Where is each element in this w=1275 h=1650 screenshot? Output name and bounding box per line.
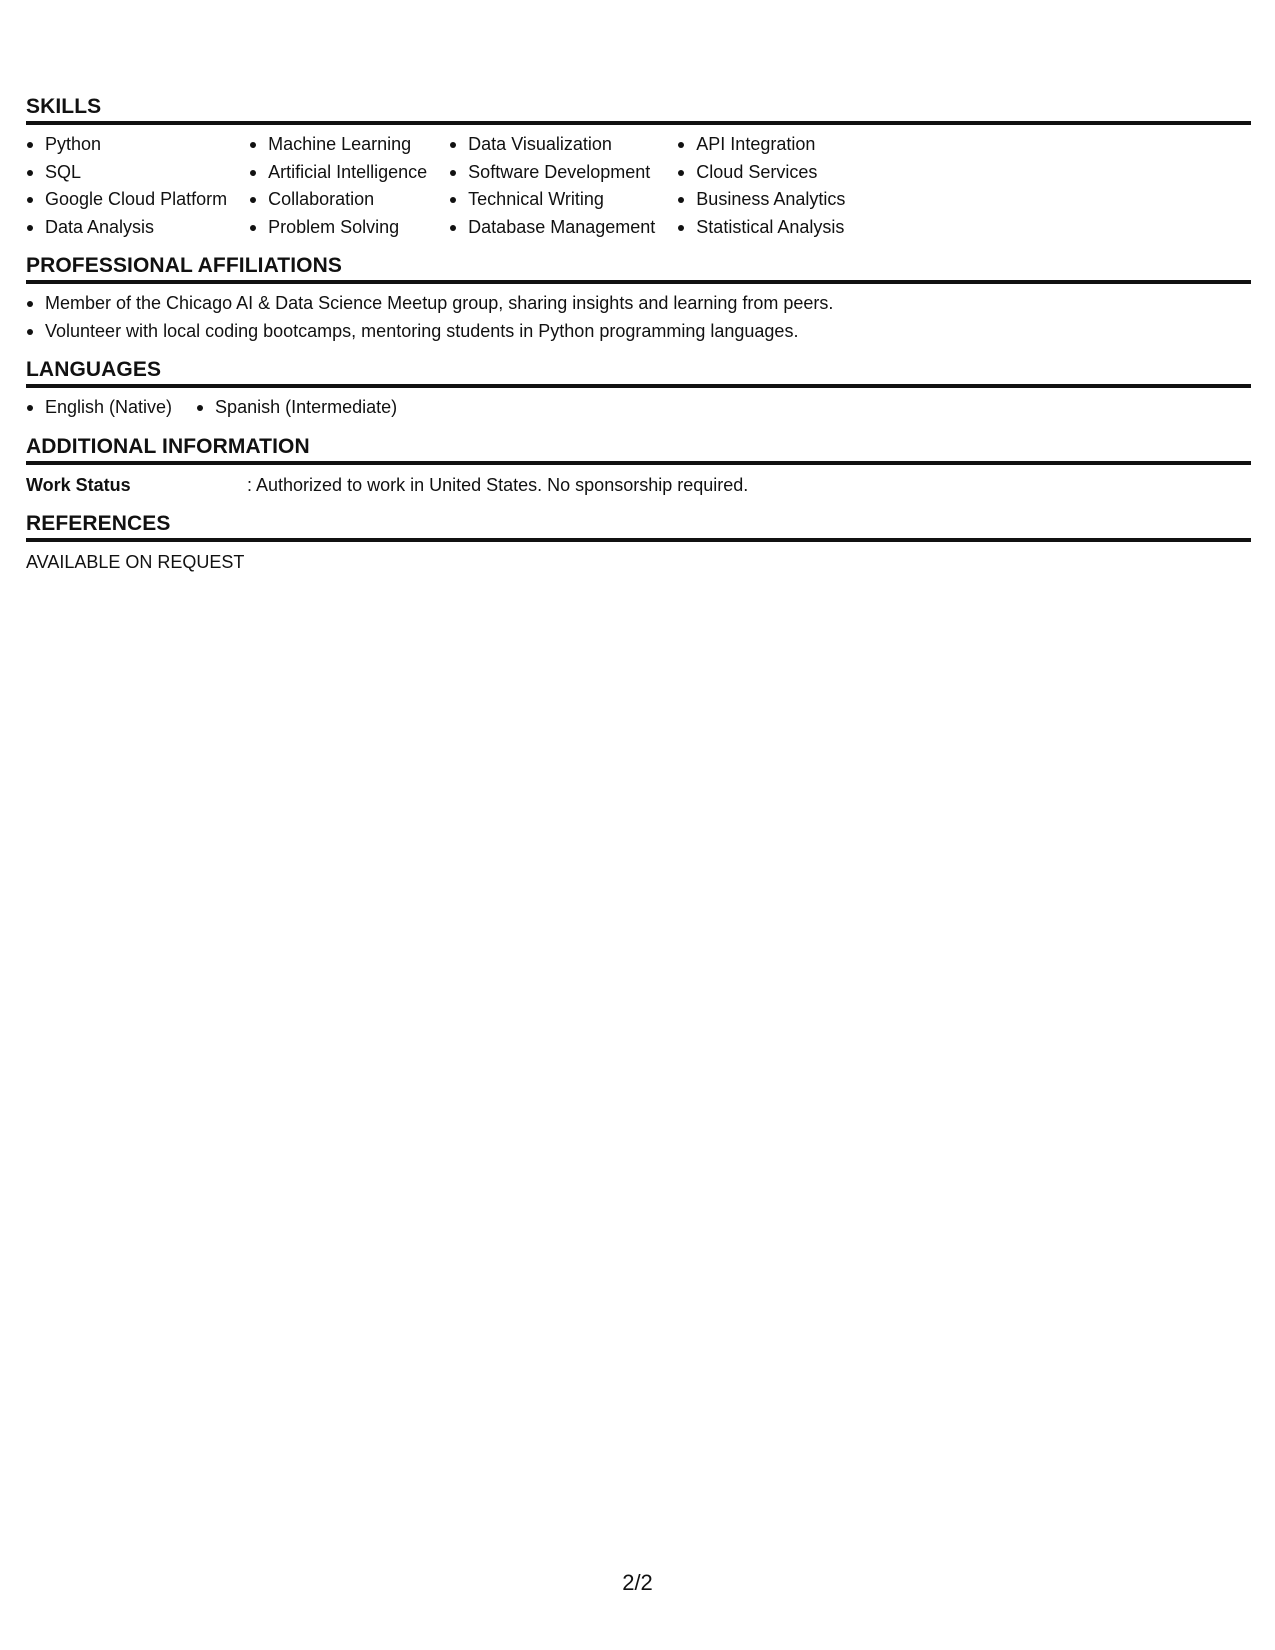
skill-item: Python [26,131,227,159]
skills-section [26,94,1251,241]
skills-column-1 [26,131,227,241]
work-status-value: : Authorized to work in United States. No sponsorship required. [247,474,749,495]
skill-item: Data Visualization [449,131,655,159]
skill-item: Statistical Analysis [677,214,845,242]
skills-column-4 [677,131,845,241]
work-status-label: Work Status [26,474,131,495]
additional-info-section [26,434,1251,499]
skill-item: Artificial Intelligence [249,159,427,187]
affiliations-heading: PROFESSIONAL AFFILIATIONS [26,253,1251,284]
language-item: English (Native) [26,394,172,422]
affiliations-list [26,284,1251,345]
skills-column-2 [249,131,427,241]
skill-item: Software Development [449,159,655,187]
skill-item: Problem Solving [249,214,427,242]
skill-item: API Integration [677,131,845,159]
affiliations-section [26,253,1251,345]
skills-grid [26,125,1251,241]
affiliation-item: Member of the Chicago AI & Data Science Meetup group, sharing insights and learning from peers. [26,290,1251,318]
work-status-row [26,465,1251,499]
affiliation-item: Volunteer with local coding bootcamps, mentoring students in Python programming languages. [26,318,1251,346]
skill-item: Database Management [449,214,655,242]
skills-column-3 [449,131,655,241]
additional-info-heading: ADDITIONAL INFORMATION [26,434,1251,465]
resume-page [26,94,1251,588]
page-number: 2/2 [622,1570,653,1595]
skill-item: Cloud Services [677,159,845,187]
references-text: AVAILABLE ON REQUEST [26,551,245,572]
skills-heading: SKILLS [26,94,1251,125]
skill-item: Data Analysis [26,214,227,242]
references-heading: REFERENCES [26,511,1251,542]
languages-list [26,388,1251,422]
skill-item: Google Cloud Platform [26,186,227,214]
references-section [26,511,1251,576]
skill-item: Collaboration [249,186,427,214]
language-item: Spanish (Intermediate) [196,394,397,422]
skill-item: Machine Learning [249,131,427,159]
languages-section [26,357,1251,422]
skill-item: Technical Writing [449,186,655,214]
skill-item: SQL [26,159,227,187]
languages-heading: LANGUAGES [26,357,1251,388]
skill-item: Business Analytics [677,186,845,214]
